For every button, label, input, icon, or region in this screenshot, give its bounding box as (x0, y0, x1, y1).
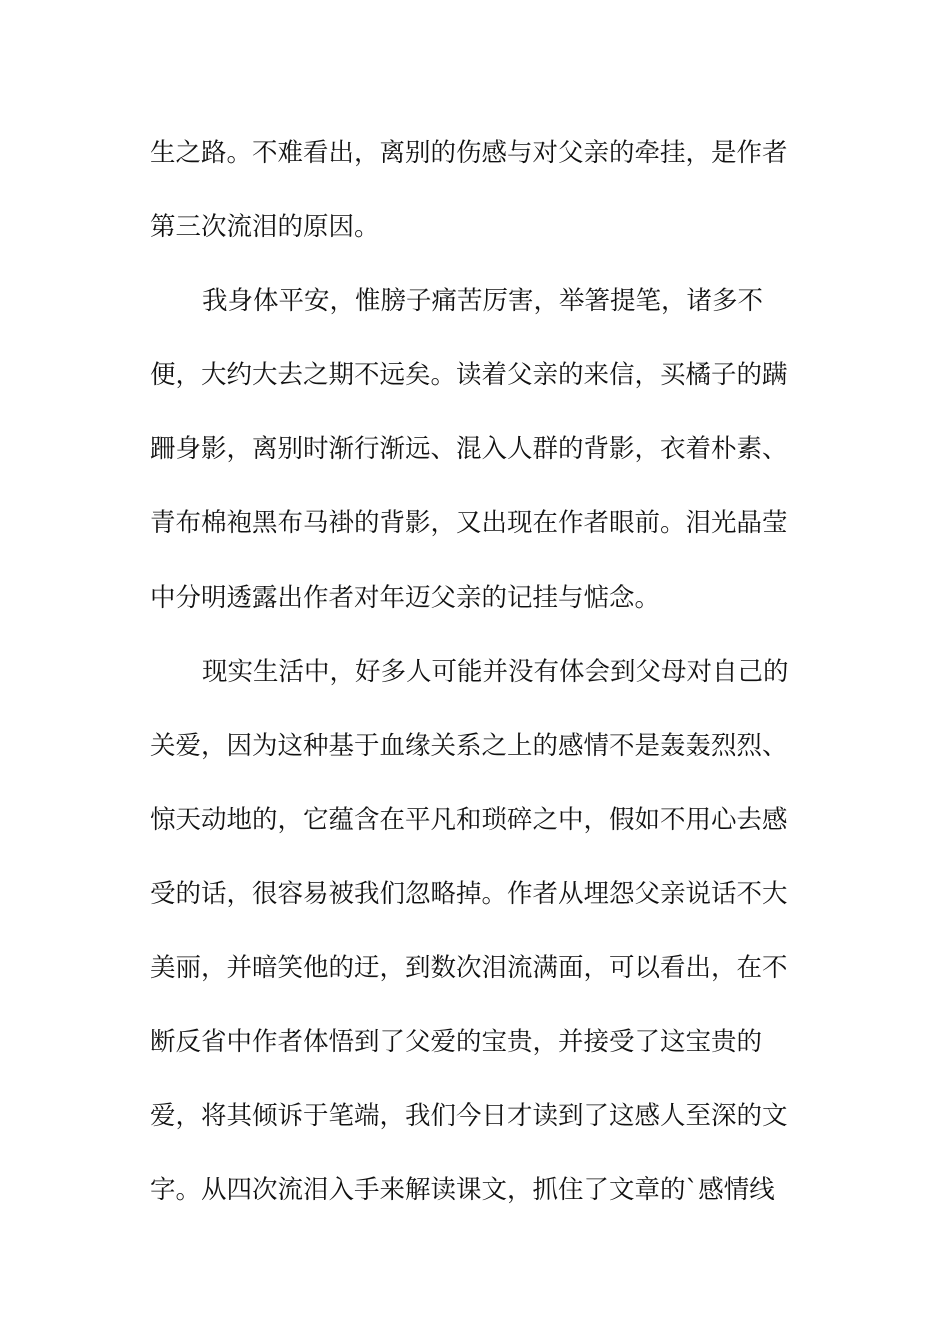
text-line: 关爱，因为这种基于血缘关系之上的感情不是轰轰烈烈、 (150, 730, 788, 761)
text-line: 生之路。不难看出，离别的伤感与对父亲的牵挂，是作者 (150, 138, 788, 168)
text-line: 美丽，并暗笑他的迂，到数次泪流满面，可以看出，在不 (150, 953, 788, 984)
text-line: 字。从四次流泪入手来解读课文，抓住了文章的`感情线 (150, 1175, 775, 1206)
text-line: 第三次流泪的原因。 (150, 212, 380, 243)
text-line: 断反省中作者体悟到了父爱的宝贵，并接受了这宝贵的 (150, 1027, 763, 1058)
paragraph-first-line: 我身体平安，惟膀子痛苦厉害，举箸提笔，诸多不 (202, 286, 764, 317)
paragraph-first-line: 现实生活中，好多人可能并没有体会到父母对自己的 (202, 656, 789, 687)
text-line: 便，大约大去之期不远矣。读着父亲的来信，买橘子的蹒 (150, 360, 788, 391)
text-line: 青布棉袍黑布马褂的背影，又出现在作者眼前。泪光晶莹 (150, 508, 788, 539)
text-line: 跚身影，离别时渐行渐远、混入人群的背影，衣着朴素、 (150, 434, 788, 465)
body-text (150, 127, 790, 1238)
text-line: 爱，将其倾诉于笔端，我们今日才读到了这感人至深的文 (150, 1101, 788, 1132)
text-line: 惊天动地的，它蕴含在平凡和琐碎之中，假如不用心去感 (150, 804, 788, 835)
text-line: 中分明透露出作者对年迈父亲的记挂与惦念。 (150, 582, 661, 613)
text-line: 受的话，很容易被我们忽略掉。作者从埋怨父亲说话不大 (150, 878, 788, 909)
